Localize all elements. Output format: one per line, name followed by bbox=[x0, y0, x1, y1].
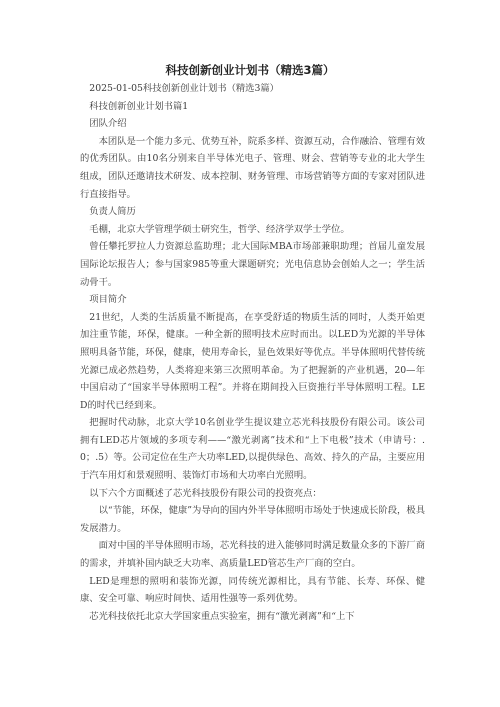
project-paragraph-1: 21世纪，人类的生活质量不断提高，在享受舒适的物质生活的同时，人类开始更加注重节能，环保，健康。一种全新的照明技术应时而出。以LED为光源的半导体照明具备节能，环保，健康，使用寿命长，显色效果好等优点。半导体照明代替传统光源已成必然趋势，人类将迎来第三次照明革命。为了把握新的产业机遇，20—年中国启动了“国家半导体照明工程”。并将在期间投入巨资推行半导体照明工程。LED的时代已经到来。 bbox=[80, 311, 425, 411]
document-title: 科技创新创业计划书（精选3篇） bbox=[165, 63, 335, 77]
highlights-intro: 以下六个方面概述了芯光科技股份有限公司的投资亮点： bbox=[89, 487, 322, 499]
project-paragraph-2: 把握时代动脉，北京大学10名创业学生提议建立芯光科技股份有限公司。该公司拥有LED芯片领域的多项专利——“激光剥离”技术和“上下电极”技术（申请号：.0；.5）等。公司定位在生产大功率LED,以提供绿色、高效、持久的产品，主要应用于汽车用灯和景观照明、装饰灯市场和大功率白光照明。 bbox=[80, 417, 425, 482]
highlight-item: 芯光科技依托北京大学国家重点实验室，拥有“激光剥离”和“上下 bbox=[89, 610, 355, 622]
team-paragraph: 本团队是一个能力多元、优势互补，院系多样、资源互动，合作融洽、管理有效的优秀团队。由10名分别来自半导体光电子、管理、财会、营销等专业的北大学生组成，团队还邀请技术研发、成本控制、财务管理、市场营销等方面的专家对团队进行直接指导。 bbox=[80, 135, 425, 200]
project-heading: 项目简介 bbox=[89, 294, 127, 306]
highlight-item: LED是理想的照明和装饰光源，同传统光源相比，具有节能、长寿、环保、健康、安全可靠、响应时间快、适用性强等一系列优势。 bbox=[80, 575, 425, 605]
section-title: 科技创新创业计划书篇1 bbox=[89, 100, 189, 112]
leader-heading: 负责人简历 bbox=[89, 206, 136, 218]
leader-paragraph-2: 曾任攀托罗拉人力资源总监助理；北大国际MBA市场部兼职助理；首届儿童发展国际论坛报告人；参与国家985等重大课题研究；光电信息协会创始人之一；学生活动骨干。 bbox=[80, 241, 425, 288]
document-body bbox=[80, 80, 425, 625]
leader-paragraph-1: 毛棚，北京大学管理学硕士研究生，哲学、经济学双学士学位。 bbox=[89, 223, 350, 235]
team-heading: 团队介绍 bbox=[89, 118, 127, 130]
highlight-item: 面对中国的半导体照明市场，芯光科技的进入能够同时满足数量众多的下游厂商的需求，并填补国内缺乏大功率、高质量LED管芯生产厂商的空白。 bbox=[80, 540, 425, 570]
highlight-item: 以“节能，环保，健康”为导向的国内外半导体照明市场处于快速成长阶段，极具发展潜力。 bbox=[80, 505, 425, 534]
date-line: 2025-01-05科技创新创业计划书（精选3篇） bbox=[89, 83, 279, 94]
